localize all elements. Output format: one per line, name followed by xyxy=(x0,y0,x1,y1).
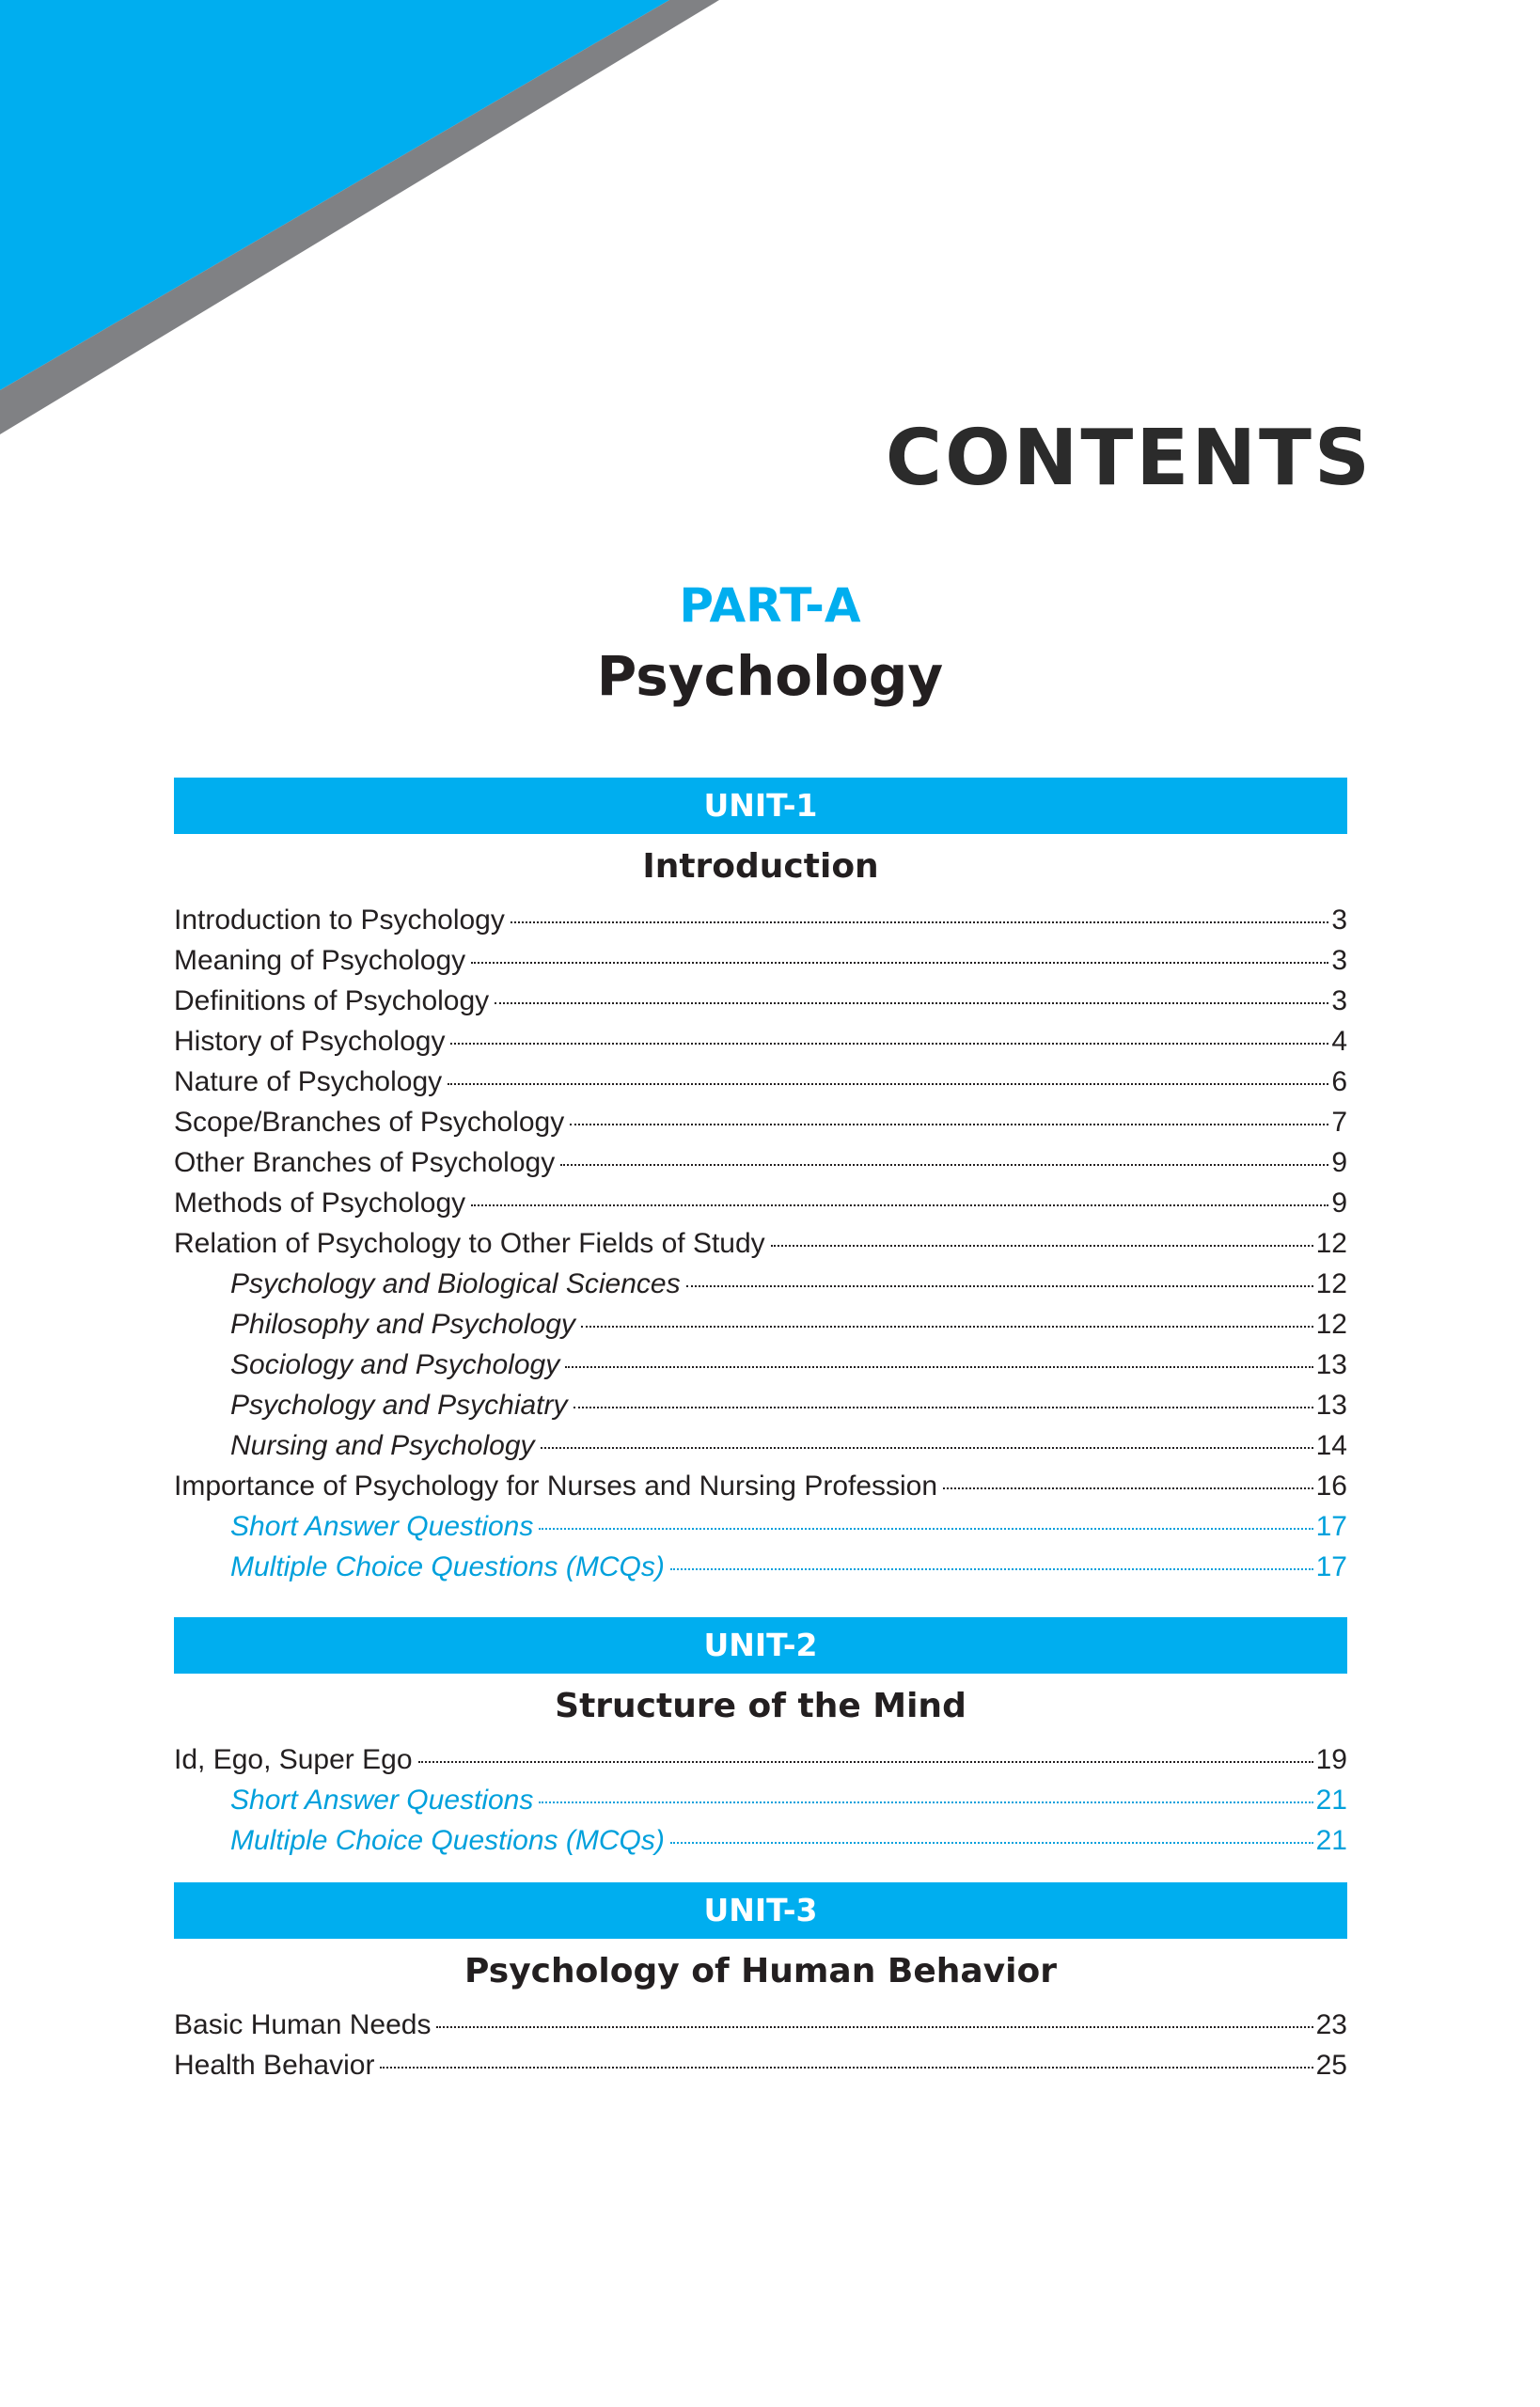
dot-leader xyxy=(450,1042,1328,1045)
dot-leader xyxy=(511,920,1328,923)
toc-entry[interactable] xyxy=(174,1102,1347,1142)
toc-entry-text: Philosophy and Psychology xyxy=(230,1309,575,1340)
unit-banner: UNIT-2 xyxy=(174,1617,1347,1674)
toc-page-number: 21 xyxy=(1315,1825,1347,1856)
toc-entry-text: Id, Ego, Super Ego xyxy=(174,1744,413,1775)
unit-banner: UNIT-1 xyxy=(174,778,1347,834)
toc-entry[interactable] xyxy=(174,1223,1347,1264)
dot-leader xyxy=(670,1841,1313,1844)
toc-page-number: 3 xyxy=(1331,905,1347,936)
toc-page-number: 12 xyxy=(1315,1228,1347,1259)
toc-entry-text: Psychology and Biological Sciences xyxy=(230,1268,681,1299)
dot-leader xyxy=(495,1001,1328,1004)
toc-entry-text: Other Branches of Psychology xyxy=(174,1147,556,1178)
toc-entry[interactable] xyxy=(174,1142,1347,1183)
toc-entry-text: Sociology and Psychology xyxy=(230,1349,560,1380)
dot-leader xyxy=(471,1204,1328,1206)
dot-leader xyxy=(436,2025,1312,2028)
dot-leader xyxy=(471,961,1328,964)
dot-leader xyxy=(539,1527,1312,1530)
toc-entry[interactable] xyxy=(174,1062,1347,1102)
contents-heading: CONTENTS xyxy=(885,414,1373,503)
toc-page-number: 19 xyxy=(1315,1744,1347,1775)
dot-leader xyxy=(574,1406,1313,1408)
part-label: PART-A xyxy=(679,578,861,633)
dot-leader xyxy=(448,1082,1328,1085)
toc-page-number: 3 xyxy=(1331,985,1347,1016)
toc-entry[interactable] xyxy=(174,1739,1347,1780)
toc-entry-text: Scope/Branches of Psychology xyxy=(174,1107,565,1138)
dot-leader xyxy=(380,2066,1312,2069)
toc-entry[interactable] xyxy=(174,2045,1347,2085)
toc-page-number: 4 xyxy=(1331,1026,1347,1057)
toc-page-number: 21 xyxy=(1315,1785,1347,1816)
toc-page-number: 17 xyxy=(1315,1551,1347,1582)
toc-entry-text: History of Psychology xyxy=(174,1026,446,1057)
toc-entry-text: Importance of Psychology for Nurses and Nursing Profession xyxy=(174,1471,938,1502)
subject-title: Psychology xyxy=(596,644,944,708)
toc-question-link[interactable] xyxy=(174,1506,1347,1547)
toc-question-link[interactable] xyxy=(174,1780,1347,1820)
toc-page-number: 17 xyxy=(1315,1511,1347,1542)
toc-page-number: 13 xyxy=(1315,1390,1347,1421)
toc-entry[interactable] xyxy=(174,981,1347,1021)
toc-entry-list xyxy=(174,2005,1347,2085)
toc-entry-text: Short Answer Questions xyxy=(230,1785,534,1816)
unit-banner: UNIT-3 xyxy=(174,1882,1347,1939)
corner-banner-graphic xyxy=(0,0,733,442)
toc-entry-text: Relation of Psychology to Other Fields of Study xyxy=(174,1228,765,1259)
toc-entry-list xyxy=(174,900,1347,1587)
unit-2-section xyxy=(174,1617,1347,1861)
toc-subentry[interactable] xyxy=(174,1385,1347,1425)
unit-title: Structure of the Mind xyxy=(555,1687,966,1725)
dot-leader xyxy=(539,1801,1312,1803)
unit-title: Psychology of Human Behavior xyxy=(464,1952,1057,1990)
unit-title: Introduction xyxy=(642,847,879,886)
toc-page-number: 16 xyxy=(1315,1471,1347,1502)
toc-entry[interactable] xyxy=(174,1021,1347,1062)
toc-entry-text: Introduction to Psychology xyxy=(174,905,505,936)
toc-entry-text: Nature of Psychology xyxy=(174,1066,443,1097)
dot-leader xyxy=(581,1325,1313,1328)
toc-entry[interactable] xyxy=(174,2005,1347,2045)
toc-entry-text: Psychology and Psychiatry xyxy=(230,1390,568,1421)
toc-entry-text: Health Behavior xyxy=(174,2050,375,2081)
toc-entry-text: Multiple Choice Questions (MCQs) xyxy=(230,1825,665,1856)
toc-page-number: 7 xyxy=(1331,1107,1347,1138)
dot-leader xyxy=(418,1760,1313,1763)
dot-leader xyxy=(686,1284,1313,1287)
toc-entry[interactable] xyxy=(174,900,1347,940)
toc-page-number: 6 xyxy=(1331,1066,1347,1097)
toc-question-link[interactable] xyxy=(174,1820,1347,1861)
toc-entry-list xyxy=(174,1739,1347,1861)
toc-entry-text: Short Answer Questions xyxy=(230,1511,534,1542)
toc-entry-text: Meaning of Psychology xyxy=(174,945,466,976)
toc-question-link[interactable] xyxy=(174,1547,1347,1587)
toc-page-number: 12 xyxy=(1315,1309,1347,1340)
unit-1-section xyxy=(174,778,1347,1587)
toc-entry[interactable] xyxy=(174,940,1347,981)
toc-subentry[interactable] xyxy=(174,1304,1347,1345)
toc-entry-text: Definitions of Psychology xyxy=(174,985,490,1016)
toc-entry-text: Methods of Psychology xyxy=(174,1188,466,1219)
dot-leader xyxy=(565,1365,1312,1368)
dot-leader xyxy=(570,1123,1328,1125)
toc-entry[interactable] xyxy=(174,1183,1347,1223)
dot-leader xyxy=(541,1446,1313,1449)
toc-entry[interactable] xyxy=(174,1466,1347,1506)
toc-subentry[interactable] xyxy=(174,1345,1347,1385)
dot-leader xyxy=(560,1163,1328,1166)
toc-page-number: 9 xyxy=(1331,1147,1347,1178)
unit-3-section xyxy=(174,1882,1347,2085)
toc-page-number: 13 xyxy=(1315,1349,1347,1380)
toc-page-number: 14 xyxy=(1315,1430,1347,1461)
toc-subentry[interactable] xyxy=(174,1425,1347,1466)
toc-subentry[interactable] xyxy=(174,1264,1347,1304)
dot-leader xyxy=(943,1487,1313,1489)
dot-leader xyxy=(771,1244,1313,1247)
toc-page-number: 25 xyxy=(1315,2050,1347,2081)
toc-entry-text: Basic Human Needs xyxy=(174,2009,432,2040)
dot-leader xyxy=(670,1567,1313,1570)
toc-page-number: 3 xyxy=(1331,945,1347,976)
toc-page-number: 12 xyxy=(1315,1268,1347,1299)
toc-entry-text: Nursing and Psychology xyxy=(230,1430,535,1461)
toc-page-number: 9 xyxy=(1331,1188,1347,1219)
toc-page-number: 23 xyxy=(1315,2009,1347,2040)
toc-entry-text: Multiple Choice Questions (MCQs) xyxy=(230,1551,665,1582)
